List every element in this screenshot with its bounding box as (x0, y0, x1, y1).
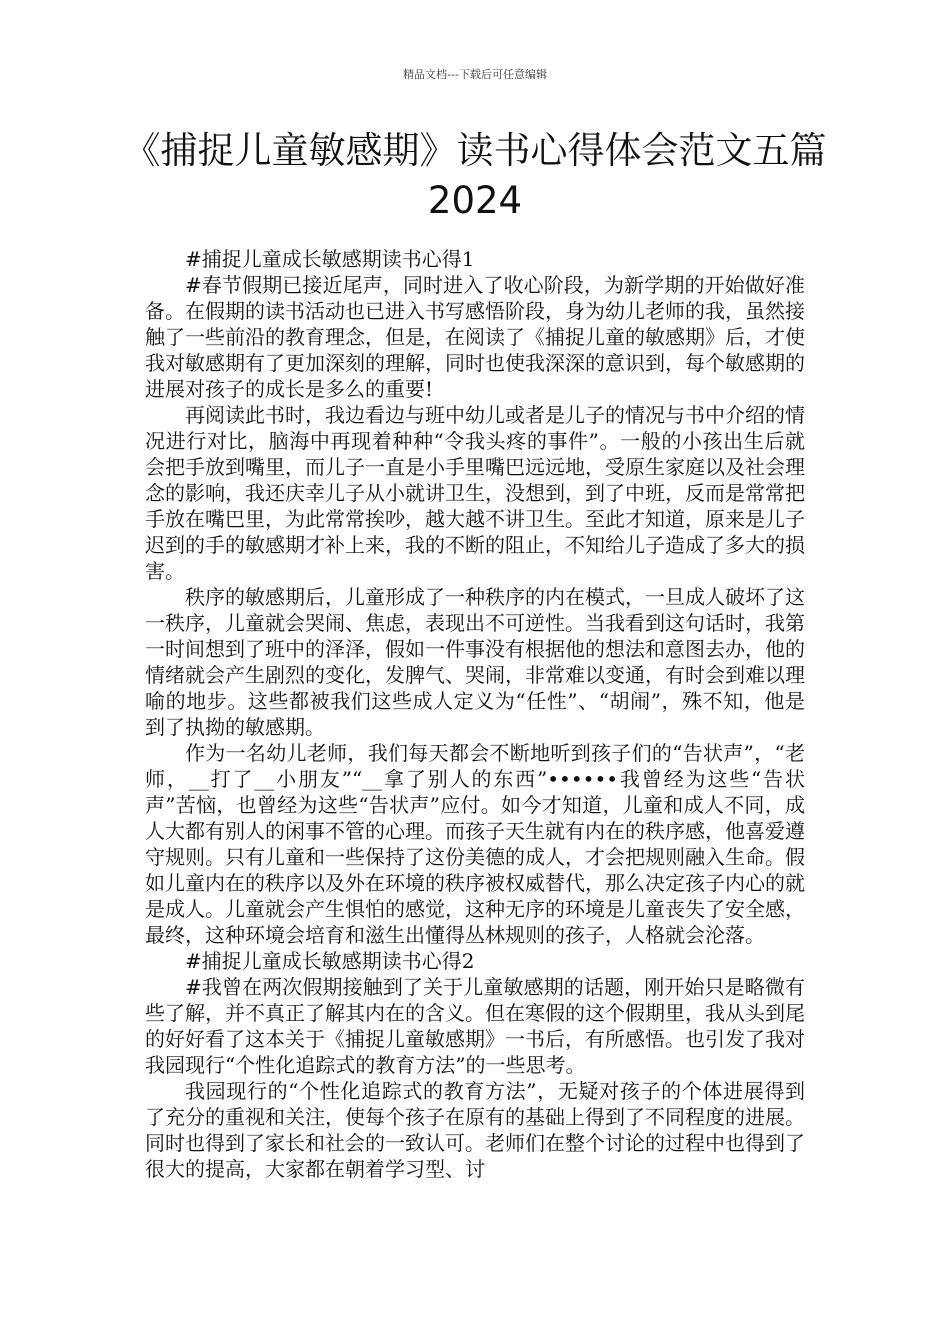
paragraph: 秩序的敏感期后，儿童形成了一种秩序的内在模式，一旦成人破坏了这一秩序，儿童就会哭闹、焦虑，表现出不可逆性。当我看到这句话时，我第一时间想到了班中的泽泽，假如一件事没有根据他的想法和意图去办，他的情绪就会产生剧烈的变化，发脾气、哭闹，非常难以变通，有时会到难以理喻的地步。这些都被我们这些成人定义为“任性”、“胡闹”，殊不知，他是到了执拗的敏感期。 (145, 585, 805, 739)
paragraph: 作为一名幼儿老师，我们每天都会不断地听到孩子们的“告状声”，“老师，__打了__小朋友”“__拿了别人的东西”••••••我曾经为这些“告状声”苦恼，也曾经为这些“告状声”应付。如今才知道，儿童和成人不同，成人大都有别人的闲事不管的心理。而孩子天生就有内在的秩序感，他喜爱遵守规则。只有儿童和一些保持了这份美德的成人，才会把规则融入生命。假如儿童内在的秩序以及外在环境的秩序被权威替代，那么决定孩子内心的就是成人。儿童就会产生惧怕的感觉，这种无序的环境是儿童丧失了安全感，最终，这种环境会培育和滋生出懂得丛林规则的孩子，人格就会沦落。 (145, 741, 805, 947)
paragraph: 我园现行的“个性化追踪式的教育方法”，无疑对孩子的个体进展得到了充分的重视和关注，使每个孩子在原有的基础上得到了不同程度的进展。同时也得到了家长和社会的一致认可。老师们在整个讨论的过程中也得到了很大的提高，大家都在朝着学习型、讨 (145, 1079, 805, 1181)
header-note: 精品文档---下载后可任意编辑 (403, 68, 547, 81)
document-title: 《捕捉儿童敏感期》读书心得体会范文五篇2024 (123, 129, 827, 222)
section-heading-2: #捕捉儿童成长敏感期读书心得2 (185, 949, 475, 973)
paragraph: 再阅读此书时，我边看边与班中幼儿或者是儿子的情况与书中介绍的情况进行对比，脑海中再现着种种“令我头疼的事件”。一般的小孩出生后就会把手放到嘴里，而儿子一直是小手里嘴巴远远地，受原生家庭以及社会理念的影响，我还庆幸儿子从小就讲卫生，没想到，到了中班，反而是常常把手放在嘴巴里，为此常常挨吵，越大越不讲卫生。至此才知道，原来是儿子迟到的手的敏感期才补上来，我的不断的阻止，不知给儿子造成了多大的损害。 (145, 403, 805, 583)
document-body (145, 246, 805, 1182)
paragraph: #我曾在两次假期接触到了关于儿童敏感期的话题，刚开始只是略微有些了解，并不真正了解其内在的含义。但在寒假的这个假期里，我从头到尾的好好看了这本关于《捕捉儿童敏感期》一书后，有所感悟。也引发了我对我园现行“个性化追踪式的教育方法”的一些思考。 (145, 975, 805, 1077)
paragraph: #春节假期已接近尾声，同时进入了收心阶段，为新学期的开始做好准备。在假期的读书活动也已进入书写感悟阶段，身为幼儿老师的我，虽然接触了一些前沿的教育理念，但是，在阅读了《捕捉儿童的敏感期》后，才使我对敏感期有了更加深刻的理解，同时也使我深深的意识到，每个敏感期的进展对孩子的成长是多么的重要! (145, 273, 805, 401)
section-heading-1: #捕捉儿童成长敏感期读书心得1 (185, 247, 475, 271)
